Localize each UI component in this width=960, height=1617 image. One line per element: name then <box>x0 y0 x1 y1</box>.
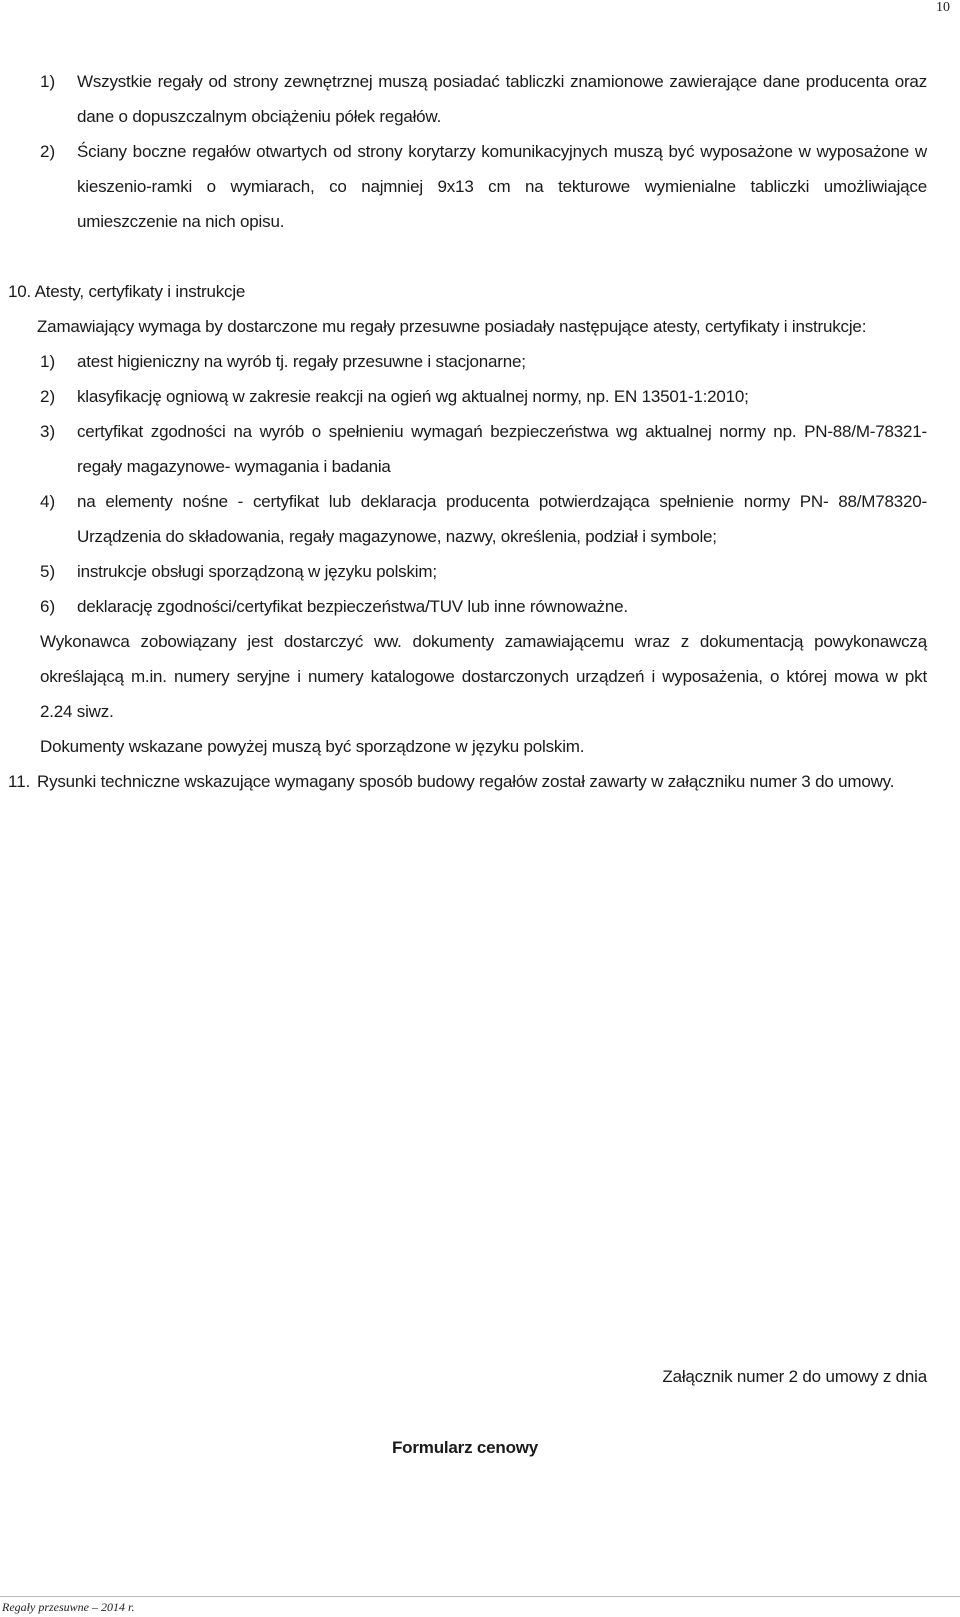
section-text: Rysunki techniczne wskazujące wymagany sposób budowy regałów został zawarty w załączniku numer 3 do umowy. <box>37 772 895 791</box>
paragraph-text: Wykonawca zobowiązany jest dostarczyć ww. dokumenty zamawiającemu wraz z dokumentacją powykonawczą <box>40 632 927 651</box>
list-item-text: atest higieniczny na wyrób tj. regały przesuwne i stacjonarne; <box>77 352 526 371</box>
list-item-text: Wszystkie regały od strony zewnętrznej muszą posiadać tabliczki znamionowe zawierające dane producenta oraz <box>77 72 927 91</box>
list-item-text: deklarację zgodności/certyfikat bezpieczeństwa/TUV lub inne równoważne. <box>77 597 628 616</box>
list-item-text: instrukcje obsługi sporządzoną w języku polskim; <box>77 562 437 581</box>
list-item-text: na elementy nośne - certyfikat lub deklaracja producenta potwierdzająca spełnienie normy PN- 88/M78320- <box>77 492 927 511</box>
section-intro: Zamawiający wymaga by dostarczone mu regały przesuwne posiadały następujące atesty, certyfikaty i instrukcje: <box>37 317 867 336</box>
attachment-title: Formularz cenowy <box>392 1438 539 1457</box>
section-heading: 10. Atesty, certyfikaty i instrukcje <box>8 282 246 301</box>
section-number: 11. <box>8 772 31 791</box>
page-number: 10 <box>936 0 950 15</box>
list-item-number: 1) <box>40 352 56 371</box>
paragraph-text: określającą m.in. numery seryjne i numery katalogowe dostarczonych urządzeń i wyposażenia, o której mowa w pkt <box>40 667 927 686</box>
list-item-number: 5) <box>40 562 56 581</box>
list-item-number: 2) <box>40 387 56 406</box>
list-item-text: Ściany boczne regałów otwartych od strony korytarzy komunikacyjnych muszą być wyposażone w wyposażone w <box>77 142 927 161</box>
list-item-text: dane o dopuszczalnym obciążeniu półek regałów. <box>77 107 442 126</box>
page-footer: Regały przesuwne – 2014 r. <box>2 1600 135 1614</box>
list-item-text: klasyfikację ogniową w zakresie reakcji na ogień wg aktualnej normy, np. EN 13501-1:2010; <box>77 387 749 406</box>
list-item-number: 2) <box>40 142 56 161</box>
list-item-number: 3) <box>40 422 56 441</box>
list-item-text: umieszczenie na nich opisu. <box>77 212 285 231</box>
paragraph-text: 2.24 siwz. <box>40 702 114 721</box>
list-item-number: 4) <box>40 492 56 511</box>
list-item-number: 1) <box>40 72 56 91</box>
list-item-text: certyfikat zgodności na wyrób o spełnieniu wymagań bezpieczeństwa wg aktualnej normy np. PN-88/M-78321- <box>77 422 927 441</box>
attachment-label: Załącznik numer 2 do umowy z dnia <box>662 1367 927 1386</box>
list-item-text: kieszenio-ramki o wymiarach, co najmniej 9x13 cm na tekturowe wymienialne tabliczki umożliwiające <box>77 177 927 196</box>
list-item-text: Urządzenia do składowania, regały magazynowe, nazwy, określenia, podział i symbole; <box>77 527 717 546</box>
list-item-text: regały magazynowe- wymagania i badania <box>77 457 391 476</box>
list-item-number: 6) <box>40 597 56 616</box>
paragraph-text: Dokumenty wskazane powyżej muszą być sporządzone w języku polskim. <box>40 737 585 756</box>
footer-divider <box>0 1596 960 1597</box>
